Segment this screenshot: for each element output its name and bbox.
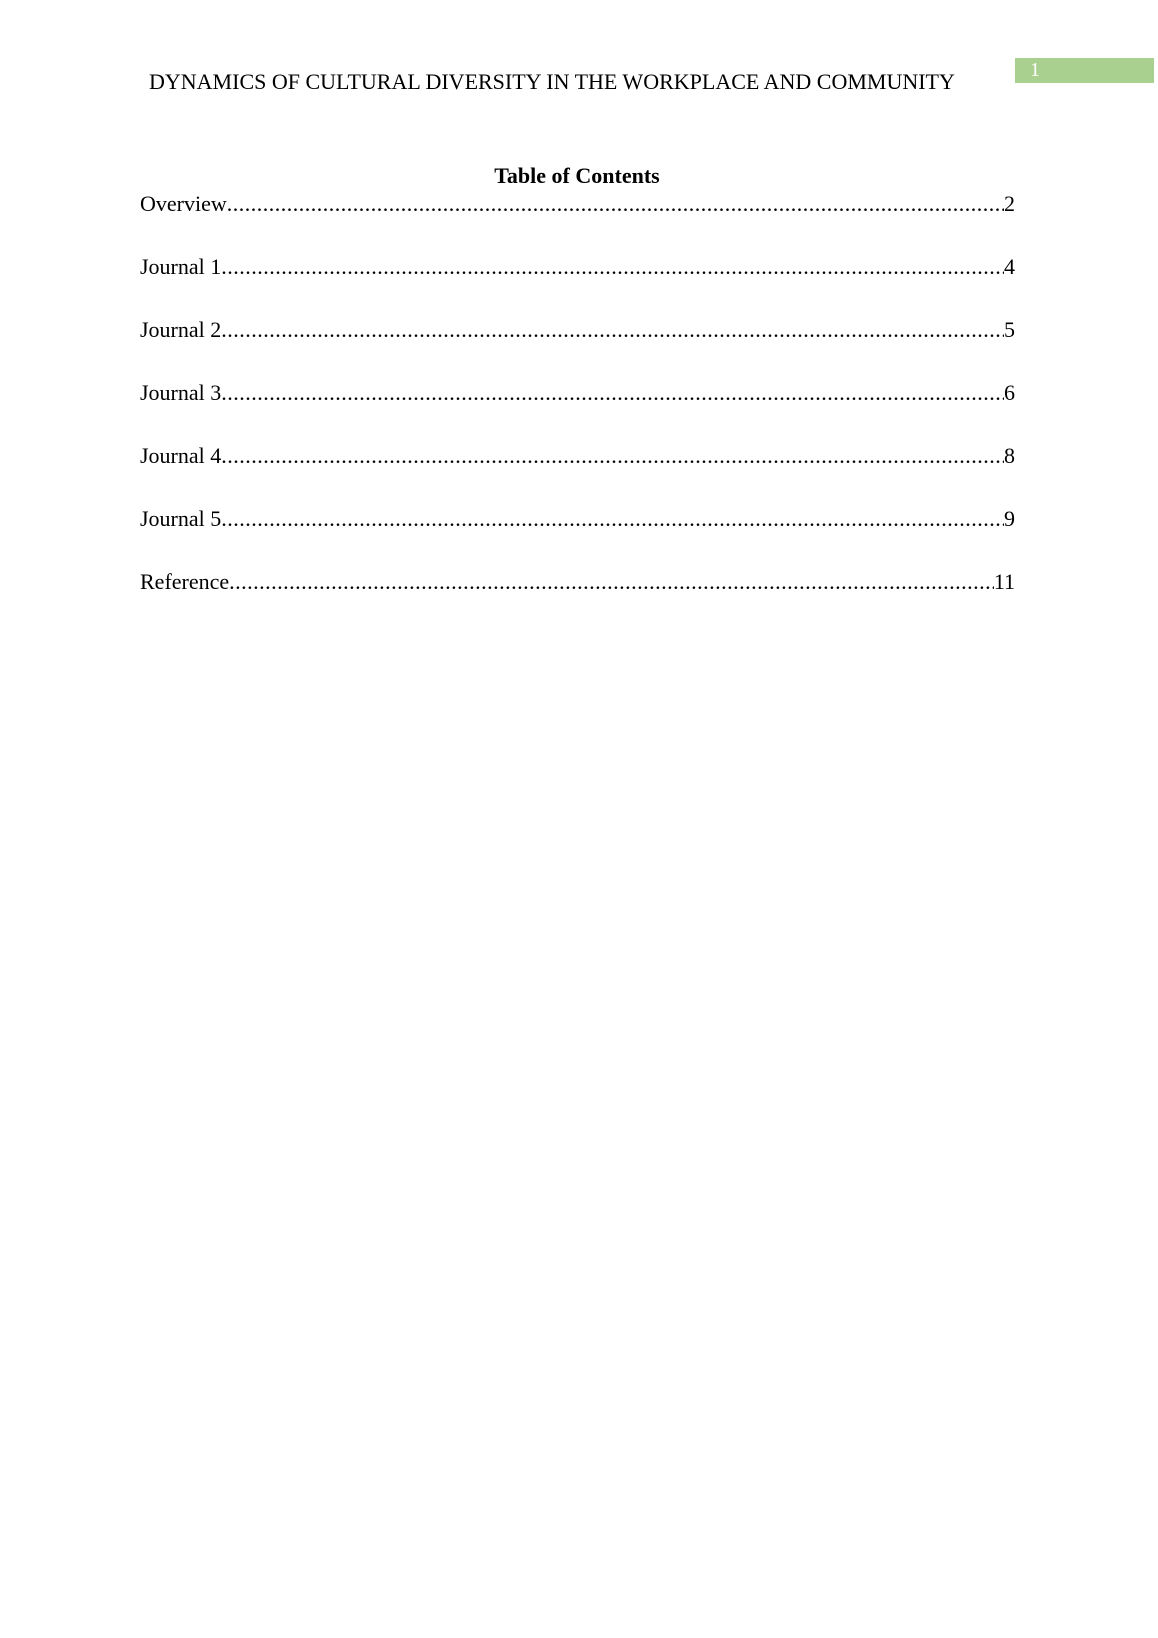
- toc-list: [140, 190, 1015, 631]
- toc-entry-journal-4[interactable]: [140, 442, 1015, 505]
- toc-dot-leader: [221, 253, 1004, 281]
- toc-entry-label: Journal 4: [140, 443, 222, 468]
- toc-entry-journal-1[interactable]: [140, 253, 1015, 316]
- toc-dot-leader: [221, 316, 1004, 344]
- toc-entry-label: Reference: [140, 569, 230, 594]
- toc-entry-label: Overview: [140, 191, 227, 216]
- toc-entry-page: 9: [1004, 506, 1015, 531]
- toc-entry-page: 8: [1004, 443, 1015, 468]
- toc-dot-leader: [221, 442, 1004, 470]
- toc-entry-page: 4: [1004, 254, 1015, 279]
- toc-dot-leader: [227, 190, 1004, 218]
- page-number-badge: [1015, 58, 1154, 83]
- toc-entry-label: Journal 2: [140, 317, 222, 342]
- toc-entry-label: Journal 1: [140, 254, 222, 279]
- toc-entry-label: Journal 3: [140, 380, 222, 405]
- toc-entry-page: 11: [993, 569, 1015, 594]
- page-number: 1: [1030, 59, 1040, 81]
- toc-entry-overview[interactable]: [140, 190, 1015, 253]
- toc-entry-reference[interactable]: [140, 568, 1015, 631]
- toc-dot-leader: [221, 505, 1004, 533]
- toc-entry-journal-2[interactable]: [140, 316, 1015, 379]
- toc-entry-label: Journal 5: [140, 506, 222, 531]
- toc-dot-leader: [221, 379, 1004, 407]
- toc-entry-page: 6: [1004, 380, 1015, 405]
- toc-entry-journal-3[interactable]: [140, 379, 1015, 442]
- toc-entry-page: 2: [1004, 191, 1015, 216]
- toc-entry-journal-5[interactable]: [140, 505, 1015, 568]
- toc-entry-page: 5: [1004, 317, 1015, 342]
- running-head: DYNAMICS OF CULTURAL DIVERSITY IN THE WORKPLACE AND COMMUNITY: [149, 69, 955, 94]
- toc-dot-leader: [229, 568, 994, 596]
- toc-title: Table of Contents: [494, 163, 660, 188]
